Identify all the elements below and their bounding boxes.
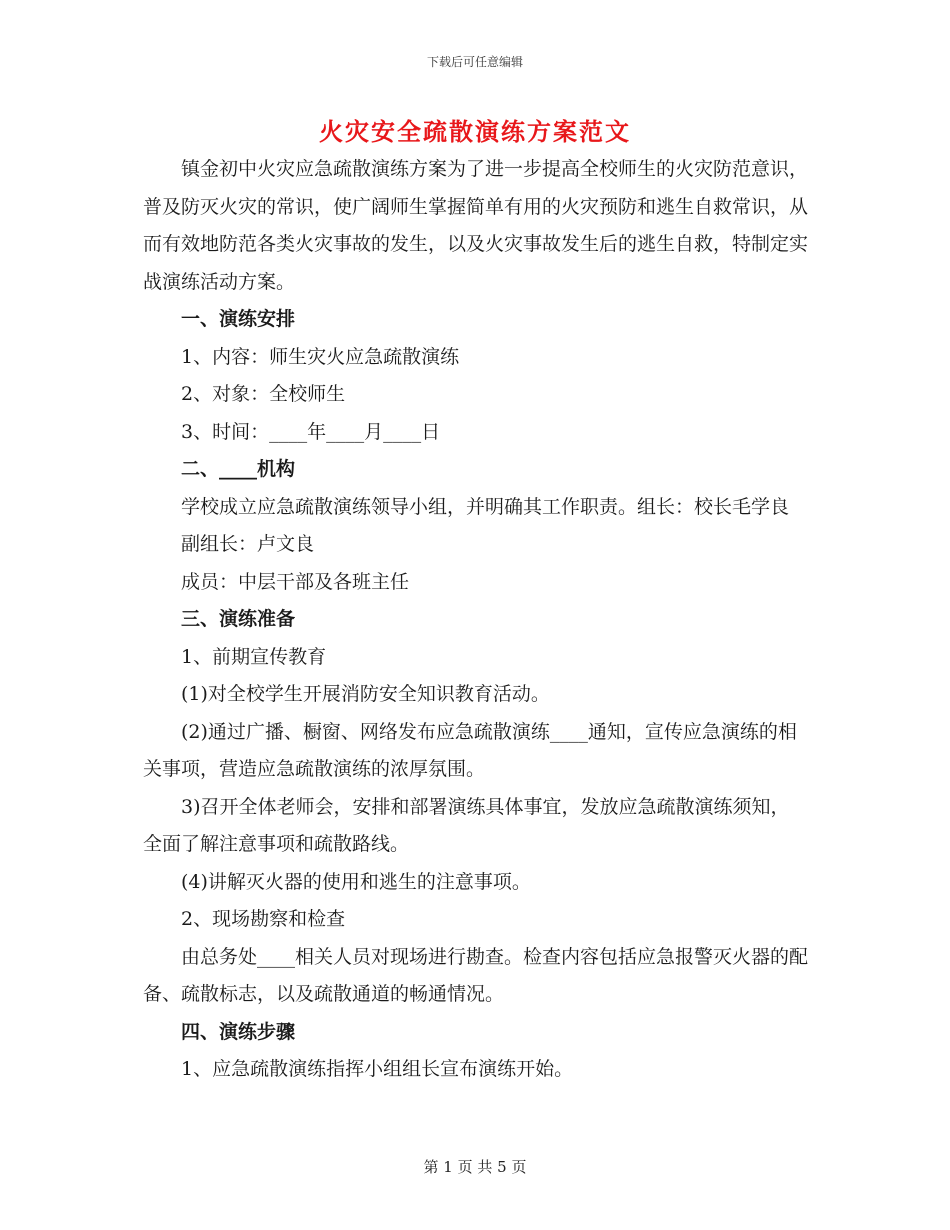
body-line: 1、内容：师生灾火应急疏散演练 bbox=[181, 345, 460, 368]
section-heading-3: 三、演练准备 bbox=[181, 608, 296, 630]
body-line: 2、现场勘察和检查 bbox=[181, 908, 346, 930]
body-line: 1、前期宣传教育 bbox=[181, 645, 327, 668]
intro-paragraph: 镇金初中火灾应急疏散演练方案为了进一步提高全校师生的火灾防范意识，普及防灭火灾的常识，使广阔师生掌握简单有用的火灾预防和逃生自救常识，从而有效地防范各类火灾事故的发生，以及火灾事故发生后的逃生自救，特制定实战演练活动方案。 bbox=[143, 158, 809, 293]
body-paragraph: 由总务处____相关人员对现场进行勘查。检查内容包括应急报警灭火器的配备、疏散标志，以及疏散通道的畅通情况。 bbox=[143, 945, 809, 1005]
body-line: 成员：中层干部及各班主任 bbox=[181, 570, 410, 593]
body-line: (1)对全校学生开展消防安全知识教育活动。 bbox=[181, 683, 550, 705]
section-heading-1: 一、演练安排 bbox=[181, 308, 296, 330]
body-line: 2、对象：全校师生 bbox=[181, 383, 346, 405]
body-paragraph: (2)通过广播、橱窗、网络发布应急疏散演练____通知，宣传应急演练的相关事项，营造应急疏散演练的浓厚氛围。 bbox=[143, 720, 797, 780]
document-body bbox=[143, 151, 808, 1089]
document-title: 火灾安全疏散演练方案范文 bbox=[319, 117, 631, 146]
body-line: 1、应急疏散演练指挥小组组长宣布演练开始。 bbox=[181, 1058, 574, 1080]
section-heading-2: 二、____机构 bbox=[181, 458, 296, 480]
body-line: 3、时间：____年____月____日 bbox=[181, 420, 441, 443]
page-header-note: 下载后可任意编辑 bbox=[426, 55, 523, 69]
page-number: 第 1 页 共 5 页 bbox=[423, 1158, 527, 1176]
body-line: (4)讲解灭火器的使用和逃生的注意事项。 bbox=[181, 870, 531, 893]
section-heading-4: 四、演练步骤 bbox=[181, 1020, 296, 1043]
body-paragraph: 学校成立应急疏散演练领导小组，并明确其工作职责。组长：校长毛学良 bbox=[181, 495, 790, 518]
body-paragraph: 3)召开全体老师会，安排和部署演练具体事宜，发放应急疏散演练须知，全面了解注意事项和疏散路线。 bbox=[143, 795, 790, 855]
body-line: 副组长：卢文良 bbox=[181, 533, 315, 555]
